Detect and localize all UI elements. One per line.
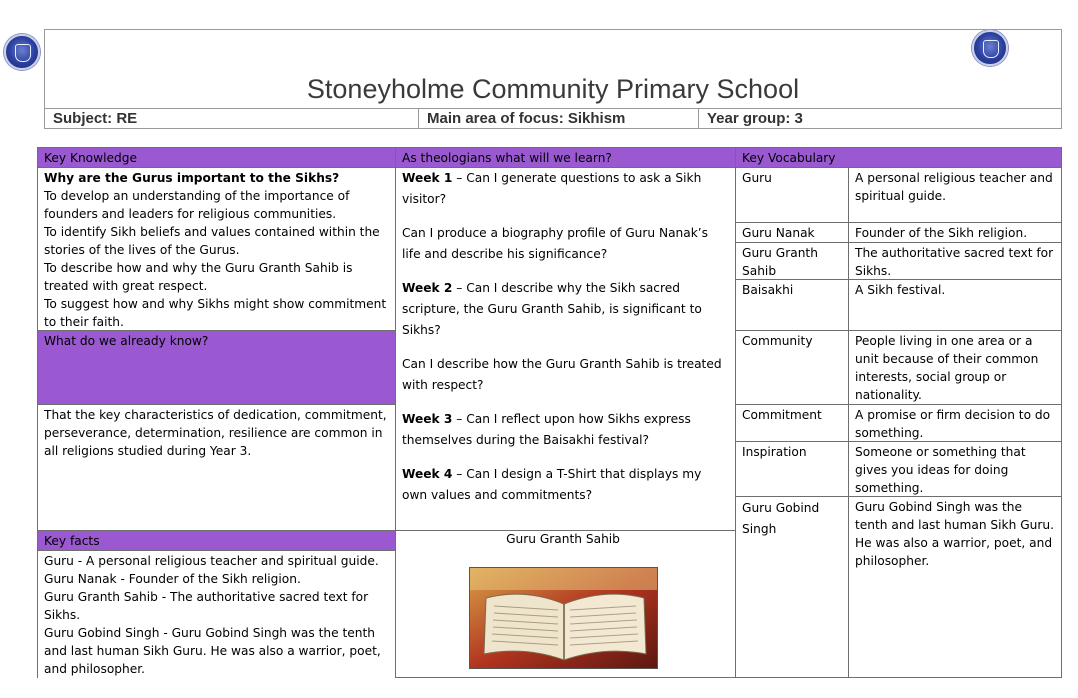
vocab-definition: A promise or firm decision to do something.	[848, 404, 1062, 442]
key-knowledge-aim: To develop an understanding of the importance of founders and leaders for religious communities.	[44, 189, 350, 221]
vocab-definition: A Sikh festival.	[848, 279, 1062, 331]
school-logo-left	[4, 34, 40, 70]
vocab-term: Guru Nanak	[735, 222, 849, 243]
vocab-term: Community	[735, 330, 849, 405]
learn-week-item: Week 2 – Can I describe why the Sikh sacred scripture, the Guru Granth Sahib, is significant to Sikhs?	[402, 281, 702, 337]
image-caption: Guru Granth Sahib	[506, 532, 620, 546]
open-book-icon	[470, 568, 658, 669]
subject-label: Subject: RE	[44, 108, 419, 129]
year-group-label: Year group: 3	[698, 108, 1062, 129]
learn-week-item: Week 4 – Can I design a T-Shirt that displays my own values and commitments?	[402, 467, 702, 502]
key-knowledge-aim: To suggest how and why Sikhs might show commitment to their faith.	[44, 297, 387, 329]
focus-label: Main area of focus: Sikhism	[418, 108, 699, 129]
learn-week-item: Can I describe how the Guru Granth Sahib is treated with respect?	[402, 357, 722, 392]
vocab-term: Baisakhi	[735, 279, 849, 331]
guru-granth-sahib-image	[469, 567, 658, 669]
vocab-definition: Guru Gobind Singh was the tenth and last human Sikh Guru. He was also a warrior, poet, and philosopher.	[848, 496, 1062, 678]
vocab-term: Commitment	[735, 404, 849, 442]
already-know-heading: What do we already know?	[37, 330, 396, 405]
key-knowledge-aim: To describe how and why the Guru Granth Sahib is treated with great respect.	[44, 261, 353, 293]
learn-heading: As theologians what will we learn?	[395, 147, 736, 168]
vocab-term: Guru Gobind Singh	[735, 496, 849, 678]
school-name: Stoneyholme Community Primary School	[306, 74, 800, 104]
learn-week-item: Week 1 – Can I generate questions to ask a Sikh visitor?	[402, 171, 702, 206]
vocab-definition: Someone or something that gives you ideas for doing something.	[848, 441, 1062, 497]
key-knowledge-content	[37, 167, 396, 331]
learn-content	[395, 167, 736, 531]
vocab-definition: A personal religious teacher and spiritual guide.	[848, 167, 1062, 223]
learn-week-item: Can I produce a biography profile of Guru Nanak’s life and describe his significance?	[402, 226, 709, 261]
vocab-term: Guru	[735, 167, 849, 223]
vocab-term: Guru Granth Sahib	[735, 242, 849, 280]
vocab-definition: The authoritative sacred text for Sikhs.	[848, 242, 1062, 280]
already-know-content: That the key characteristics of dedication, commitment, perseverance, determination, resilience are common in all religions studied during Year 3.	[37, 404, 396, 531]
vocab-term: Inspiration	[735, 441, 849, 497]
vocab-definition: Founder of the Sikh religion.	[848, 222, 1062, 243]
key-knowledge-heading: Key Knowledge	[37, 147, 396, 168]
vocab-definition: People living in one area or a unit because of their common interests, social group or nationality.	[848, 330, 1062, 405]
vocabulary-heading: Key Vocabulary	[735, 147, 1062, 168]
learn-week-item: Week 3 – Can I reflect upon how Sikhs express themselves during the Baisakhi festival?	[402, 412, 691, 447]
key-knowledge-aim: To identify Sikh beliefs and values contained within the stories of the lives of the Gurus.	[44, 225, 380, 257]
key-facts-heading: Key facts	[37, 530, 396, 551]
key-knowledge-question: Why are the Gurus important to the Sikhs?	[44, 171, 340, 185]
key-facts-content: Guru - A personal religious teacher and spiritual guide. Guru Nanak - Founder of the Sikh religion. Guru Granth Sahib - The authoritative sacred text for Sikhs. Guru Gobind Singh - Guru Gobind Singh was the tenth and last human Sikh Guru. He was also a warrior, poet, and philosopher.	[37, 550, 396, 678]
